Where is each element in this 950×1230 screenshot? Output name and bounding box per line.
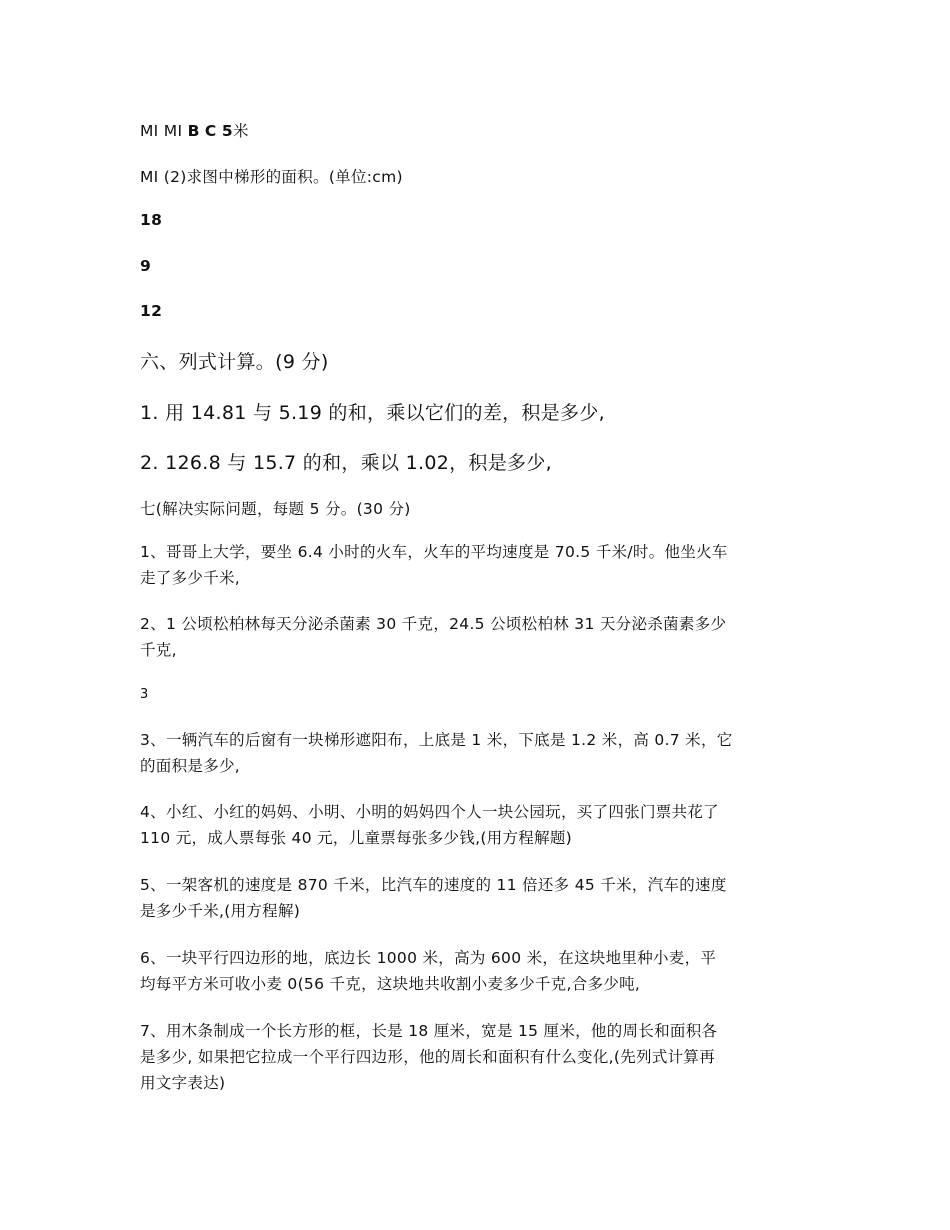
section-6-question-1: 1. 用 14.81 与 5.19 的和，乘以它们的差，积是多少, (140, 402, 605, 424)
figure-labels-line (140, 119, 249, 141)
problem-line: 走了多少千米, (140, 569, 241, 587)
figure-label-mi: MI (140, 168, 159, 186)
trapezoid-question-text: (2)求图中梯形的面积。(单位:cm) (163, 168, 403, 186)
page-number: 3 (140, 687, 149, 702)
section-7-title: 七(解决实际问题，每题 5 分。(30 分) (140, 500, 411, 518)
section-6-question-2: 2. 126.8 与 15.7 的和，乘以 1.02，积是多少, (140, 452, 552, 474)
problem-6 (140, 945, 820, 997)
figure-label-b: B (187, 122, 200, 140)
figure-label-mi: MI (163, 122, 183, 140)
figure-label-unit: 米 (232, 122, 249, 140)
problem-4 (140, 799, 820, 851)
problem-5 (140, 872, 820, 924)
figure-label-5: 5 (221, 122, 233, 140)
problem-line: 4、小红、小红的妈妈、小明、小明的妈妈四个人一块公园玩，买了四张门票共花了 (140, 803, 719, 821)
figure-number-9: 9 (140, 257, 152, 275)
problem-line: 7、用木条制成一个长方形的框，长是 18 厘米，宽是 15 厘米，他的周长和面积各 (140, 1022, 718, 1040)
figure-number-12: 12 (140, 302, 163, 320)
problem-line: 110 元，成人票每张 40 元，儿童票每张多少钱,(用方程解题) (140, 829, 573, 847)
problem-line: 2、1 公顷松柏林每天分泌杀菌素 30 千克，24.5 公顷松柏林 31 天分泌杀菌素多少 (140, 615, 727, 633)
problem-line: 是多少千米,(用方程解) (140, 902, 301, 920)
problem-line: 5、一架客机的速度是 870 千米，比汽车的速度的 11 倍还多 45 千米，汽车的速度 (140, 876, 727, 894)
problem-line: 用文字表达) (140, 1074, 226, 1092)
problem-line: 均每平方米可收小麦 0(56 千克，这块地共收割小麦多少千克,合多少吨, (140, 975, 641, 993)
section-6-title: 六、列式计算。(9 分) (140, 351, 329, 373)
figure-label-c: C (204, 122, 217, 140)
figure-number-18: 18 (140, 211, 163, 229)
problem-1 (140, 539, 820, 591)
figure-label-mi: MI (140, 122, 159, 140)
problem-2 (140, 611, 820, 663)
problem-line: 1、哥哥上大学，要坐 6.4 小时的火车，火车的平均速度是 70.5 千米/时。他坐火车 (140, 543, 728, 561)
problem-line: 6、一块平行四边形的地，底边长 1000 米，高为 600 米，在这块地里种小麦，平 (140, 949, 717, 967)
trapezoid-question (140, 165, 403, 187)
problem-7 (140, 1018, 820, 1096)
problem-3 (140, 727, 820, 779)
problem-line: 的面积是多少, (140, 757, 241, 775)
problem-line: 千克, (140, 641, 177, 659)
problem-line: 是多少, 如果把它拉成一个平行四边形，他的周长和面积有什么变化,(先列式计算再 (140, 1048, 716, 1066)
problem-line: 3、一辆汽车的后窗有一块梯形遮阳布，上底是 1 米，下底是 1.2 米，高 0.7 米，它 (140, 731, 733, 749)
